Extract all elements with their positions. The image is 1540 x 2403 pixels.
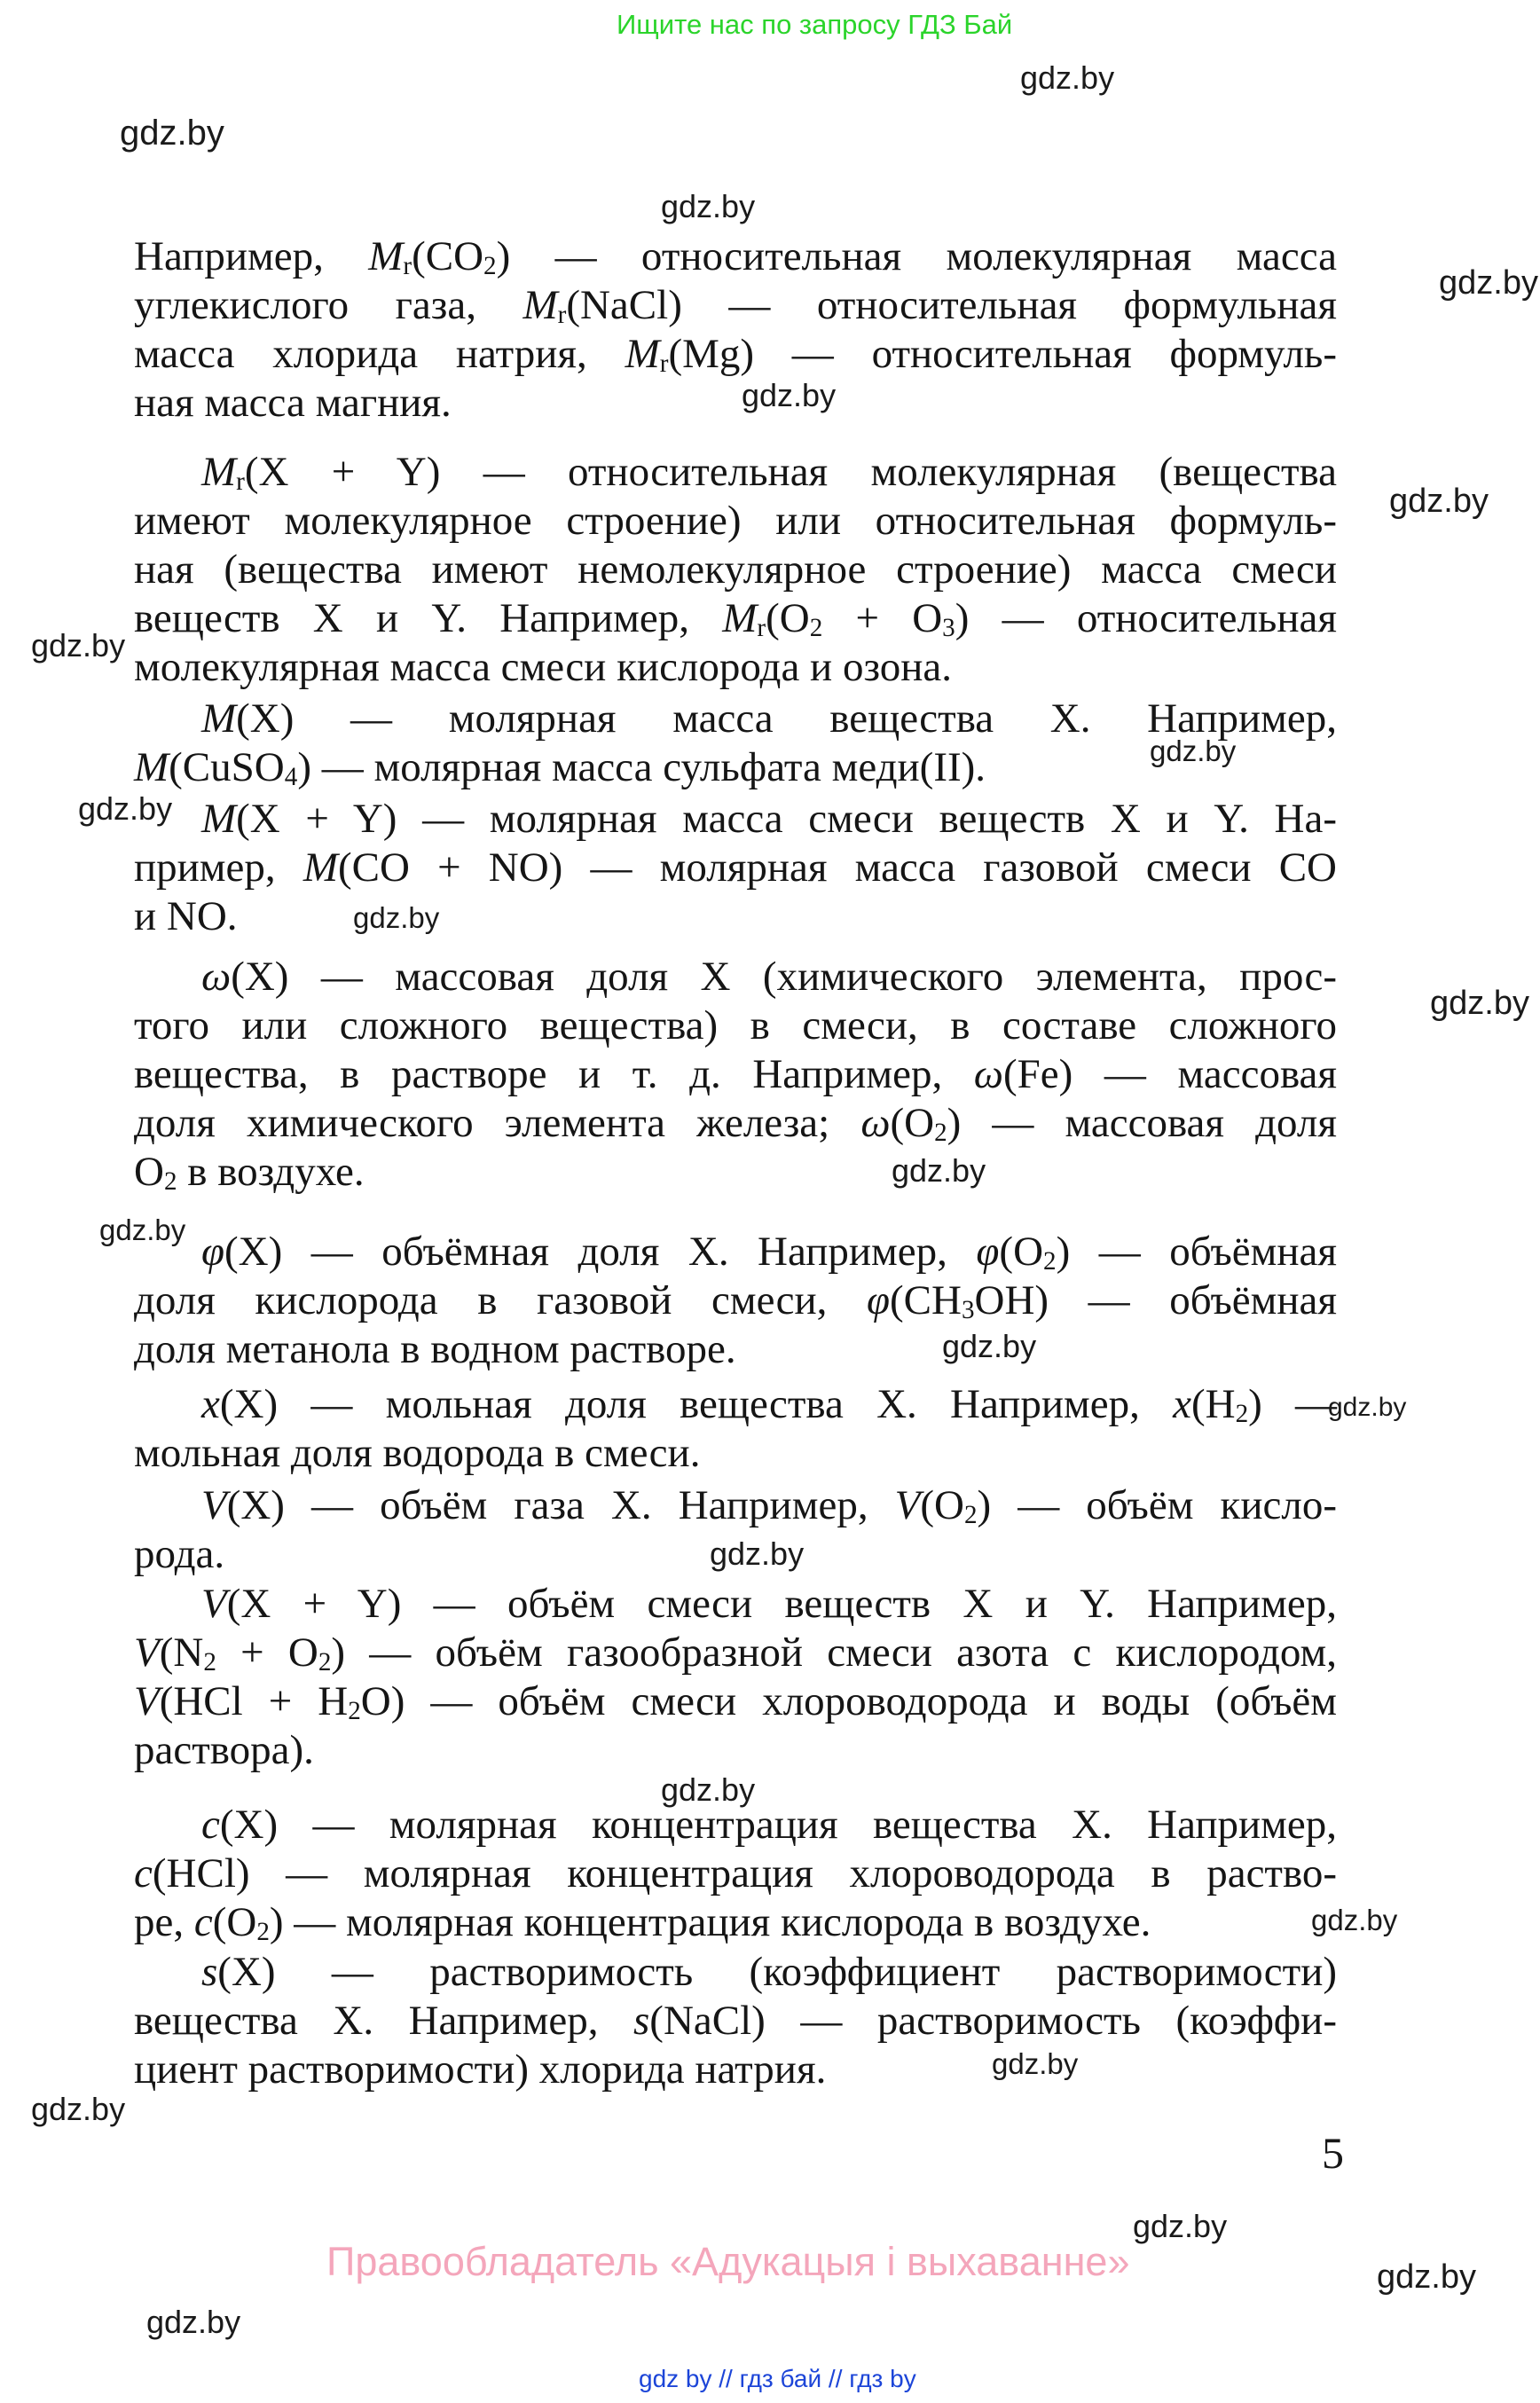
gdz-watermark: gdz.by bbox=[78, 790, 173, 827]
text-line: $V(HCl + H_2O)$ — объём смеси хлороводорода и воды (объём bbox=[134, 1678, 1338, 1726]
paragraph bbox=[134, 448, 1337, 692]
gdz-watermark: gdz.by bbox=[1389, 483, 1489, 520]
paragraph bbox=[134, 1580, 1337, 1775]
gdz-watermark: gdz.by bbox=[742, 377, 837, 413]
text-line: пример, M(CO + NO) — молярная масса газовой смеси CO bbox=[134, 844, 1337, 891]
text-line: молекулярная масса смеси кислорода и озона. bbox=[134, 644, 953, 690]
text-line: M(X + Y) — молярная масса смеси веществ X и Y. На- bbox=[201, 796, 1337, 842]
text-line: ре, $c(O_2)$ — молярная концентрация кислорода в воздухе. bbox=[134, 1899, 1151, 1947]
gdz-watermark: gdz.by bbox=[1377, 2258, 1476, 2296]
gdz-watermark: gdz.by bbox=[661, 1771, 756, 1808]
text-line: раствора). bbox=[134, 1727, 314, 1773]
gdz-watermark: gdz.by bbox=[31, 2091, 126, 2127]
text-line: мольная доля водорода в смеси. bbox=[134, 1430, 701, 1476]
text-line: доля химического элемента железа; $\omega(O_2)$ — массовая доля bbox=[134, 1100, 1337, 1148]
gdz-watermark: gdz.by bbox=[99, 1213, 186, 1246]
gdz-watermark: gdz.by bbox=[1328, 1393, 1407, 1422]
footer-links: gdz by // гдз бай // гдз by bbox=[639, 2365, 916, 2392]
gdz-watermark: gdz.by bbox=[31, 627, 126, 664]
text-line: вещества, в растворе и т. д. Например, ω(Fe) — массовая bbox=[134, 1051, 1337, 1097]
gdz-watermark: gdz.by bbox=[353, 901, 440, 934]
text-line: углекислого газа, $M_r(NaCl)$ — относительная формульная bbox=[134, 282, 1337, 330]
gdz-watermark: gdz.by bbox=[992, 2047, 1079, 2080]
text-line: ная масса магния. bbox=[134, 380, 452, 426]
paragraph bbox=[134, 232, 1337, 428]
text-line: и NO. bbox=[134, 893, 238, 939]
text-line: Например, $M_r(CO_2)$ — относительная молекулярная масса bbox=[134, 233, 1338, 281]
text-line: V(X) — объём газа X. Например, $V(O_2)$ — объём кисло- bbox=[201, 1482, 1337, 1530]
gdz-watermark: gdz.by bbox=[942, 1328, 1037, 1364]
paragraph bbox=[134, 1380, 1337, 1478]
text-line: ω(X) — массовая доля X (химического элемента, прос- bbox=[201, 954, 1337, 1000]
gdz-watermark: gdz.by bbox=[1020, 59, 1115, 96]
page-number: 5 bbox=[1322, 2128, 1344, 2178]
gdz-watermark: gdz.by bbox=[1150, 734, 1237, 767]
text-line: рода. bbox=[134, 1531, 225, 1577]
copyright-line: Правообладатель «Адукацыя і выхаванне» bbox=[326, 2239, 1130, 2284]
text-line: M(CuSO$_4$) — молярная масса сульфата меди(II). bbox=[134, 744, 986, 792]
gdz-watermark: gdz.by bbox=[1311, 1904, 1398, 1936]
text-line: ная (вещества имеют немолекулярное строение) масса смеси bbox=[134, 546, 1337, 593]
text-line: имеют молекулярное строение) или относительная формуль- bbox=[134, 498, 1337, 544]
gdz-watermark: gdz.by bbox=[661, 188, 756, 224]
paragraph bbox=[134, 953, 1337, 1197]
gdz-watermark: gdz.by bbox=[1430, 985, 1529, 1022]
gdz-watermark: gdz.by bbox=[710, 1535, 805, 1572]
paragraph bbox=[134, 795, 1337, 941]
text-line: φ(X) — объёмная доля X. Например, $\varphi(O_2)$ — объёмная bbox=[201, 1229, 1337, 1276]
text-line: веществ X и Y. Например, $M_r(O_2 + O_3)$ — относительная bbox=[134, 595, 1337, 643]
gdz-watermark: gdz.by bbox=[892, 1152, 986, 1189]
text-line: x(X) — мольная доля вещества X. Например, $x(H_2)$ — bbox=[201, 1381, 1338, 1429]
text-line: доля метанола в водном растворе. bbox=[134, 1326, 736, 1372]
gdz-watermark: gdz.by bbox=[1439, 264, 1538, 302]
text-line: $V(N_2 + O_2)$ — объём газообразной смеси азота с кислородом, bbox=[134, 1629, 1337, 1677]
text-line: $O_2$ в воздухе. bbox=[134, 1149, 365, 1197]
text-line: доля кислорода в газовой смеси, $\varphi(CH_3OH)$ — объёмная bbox=[134, 1277, 1337, 1325]
paragraph bbox=[134, 1801, 1337, 1947]
text-line: того или сложного вещества) в смеси, в составе сложного bbox=[134, 1002, 1337, 1048]
text-line: циент растворимости) хлорида натрия. bbox=[134, 2046, 827, 2093]
text-line: s(X) — растворимость (коэффициент растворимости) bbox=[201, 1949, 1337, 1995]
text-line: c(HCl) — молярная концентрация хлороводорода в раство- bbox=[134, 1850, 1337, 1896]
gdz-watermark: gdz.by bbox=[146, 2304, 241, 2340]
gdz-watermark: gdz.by bbox=[120, 114, 224, 153]
gdz-watermark: gdz.by bbox=[1133, 2208, 1228, 2244]
text-line: M(X) — молярная масса вещества X. Например, bbox=[201, 695, 1337, 742]
text-line: $M_r(X + Y)$ — относительная молекулярная (вещества bbox=[201, 449, 1337, 497]
text-line: c(X) — молярная концентрация вещества X. Например, bbox=[201, 1802, 1337, 1848]
text-line: V(X + Y) — объём смеси веществ X и Y. Например, bbox=[201, 1581, 1337, 1627]
paragraph bbox=[134, 1948, 1337, 2094]
paragraph bbox=[134, 1228, 1337, 1374]
text-line: вещества X. Например, s(NaCl) — растворимость (коэффи- bbox=[134, 1998, 1337, 2044]
text-line: масса хлорида натрия, $M_r(Mg)$ — относительная формуль- bbox=[134, 331, 1337, 379]
promo-banner-text: Ищите нас по запросу ГДЗ Бай bbox=[617, 9, 1013, 40]
